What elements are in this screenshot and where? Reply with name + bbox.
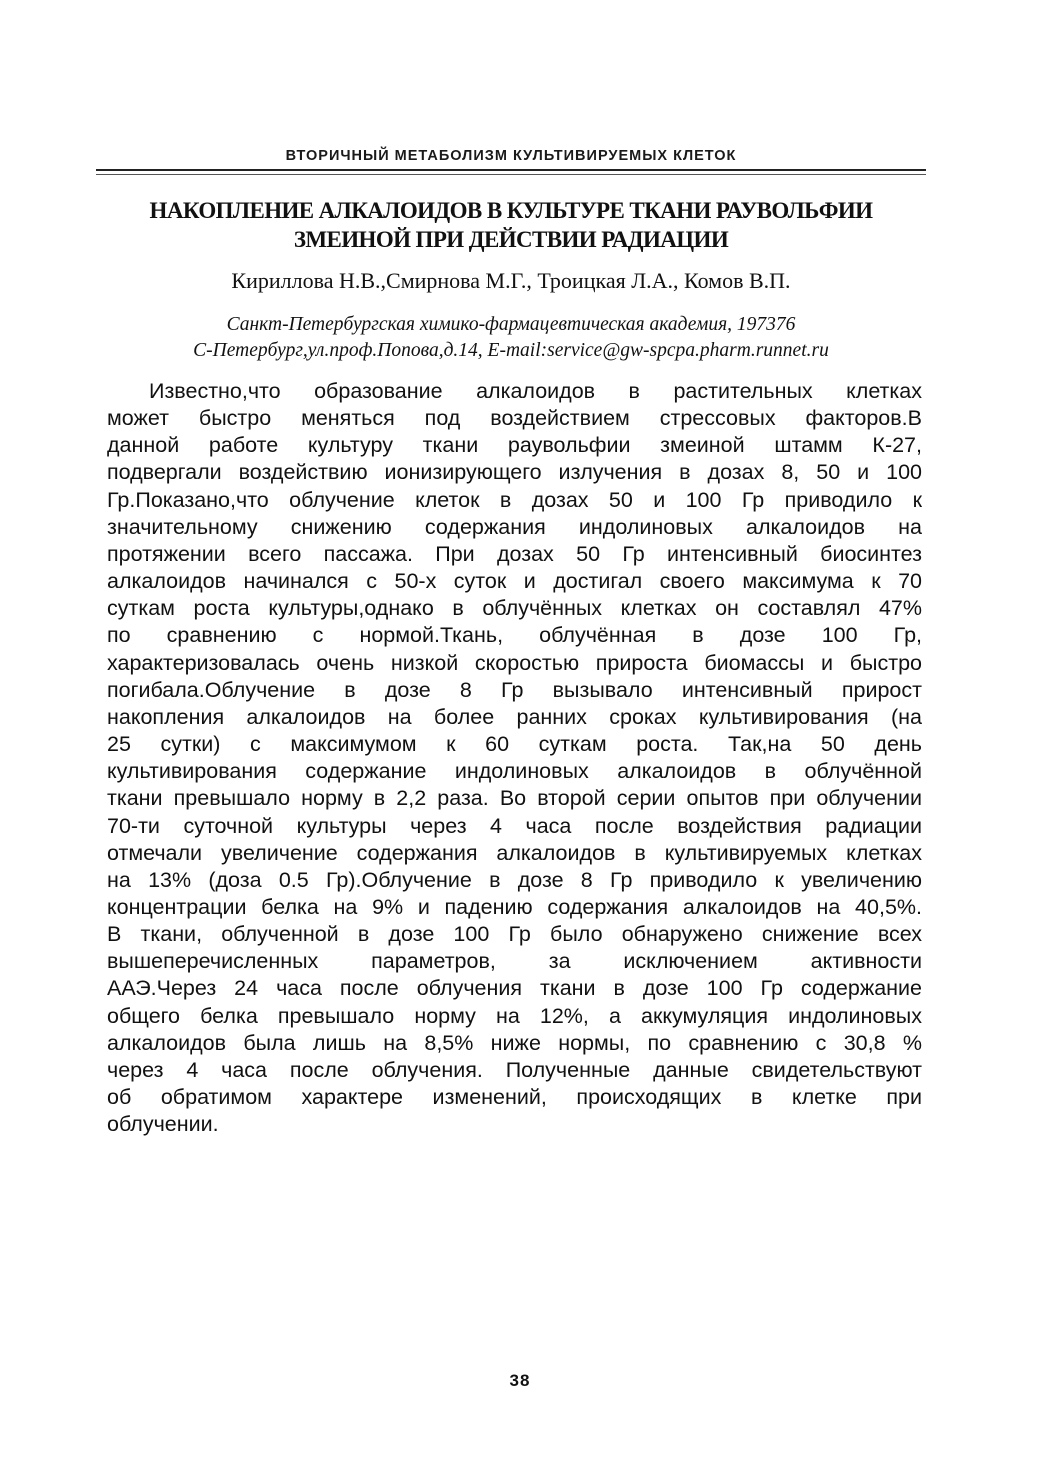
authors: Кириллова Н.В.,Смирнова М.Г., Троицкая Л.А., Комов В.П.	[231, 268, 791, 293]
abstract-body	[107, 378, 922, 1138]
abstract-line: на 13% (доза 0.5 Гр).Облучение в дозе 8 Гр приводило к увеличению	[107, 867, 922, 892]
abstract-line: отмечали увеличение содержания алкалоидов в культивируемых клетках	[107, 840, 922, 865]
abstract-line: протяжении всего пассажа. При дозах 50 Гр интенсивный биосинтез	[107, 541, 922, 566]
abstract-line: значительному снижению содержания индолиновых алкалоидов на	[107, 514, 922, 539]
abstract-line: может быстро меняться под воздействием стрессовых факторов.В	[107, 406, 922, 431]
header-rule	[96, 169, 926, 171]
abstract-line: алкалоидов была лишь на 8,5% ниже нормы, по сравнению с 30,8 %	[107, 1030, 922, 1055]
abstract-line: 70-ти суточной культуры через 4 часа после воздействия радиации	[107, 813, 922, 838]
abstract-line: через 4 часа после облучения. Полученные данные свидетельствуют	[107, 1057, 922, 1082]
article-title	[96, 196, 926, 254]
abstract-line: Известно,что образование алкалоидов в растительных клетках	[149, 379, 922, 403]
affiliation	[96, 312, 926, 364]
title-line-1: НАКОПЛЕНИЕ АЛКАЛОИДОВ В КУЛЬТУРЕ ТКАНИ РАУВОЛЬФИИ	[149, 198, 873, 223]
abstract-line: накопления алкалоидов на более ранних сроках культивирования (на	[107, 704, 922, 729]
abstract-line: об обратимом характере изменений, происходящих в клетке при	[107, 1085, 922, 1110]
abstract-line: ААЭ.Через 24 часа после облучения ткани в дозе 100 Гр содержание	[107, 976, 922, 1001]
abstract-line: общего белка превышало норму на 12%, а аккумуляция индолиновых	[107, 1003, 922, 1028]
abstract-line: по сравнению с нормой.Ткань, облучённая в дозе 100 Гр,	[107, 623, 922, 648]
abstract-line: погибала.Облучение в дозе 8 Гр вызывало интенсивный прирост	[107, 677, 922, 702]
affiliation-line-2: С-Петербург,ул.проф.Попова,д.14, E-mail:service@gw-spcpa.pharm.runnet.ru	[193, 340, 829, 361]
abstract-line: концентрации белка на 9% и падению содержания алкалоидов на 40,5%.	[107, 894, 922, 919]
title-line-2: ЗМЕИНОЙ ПРИ ДЕЙСТВИИ РАДИАЦИИ	[293, 227, 729, 252]
header-rule-thin	[96, 174, 926, 175]
abstract-line: данной работе культуру ткани раувольфии змеиной штамм К-27,	[107, 433, 922, 458]
abstract-line: вышеперечисленных параметров, за исключением активности	[107, 949, 922, 974]
page-number: 38	[509, 1371, 531, 1390]
abstract-line: Гр.Показано,что облучение клеток в дозах 50 и 100 Гр приводило к	[107, 487, 922, 512]
abstract-line: алкалоидов начинался с 50-х суток и достигал своего максимума к 70	[107, 569, 922, 594]
running-head: ВТОРИЧНЫЙ МЕТАБОЛИЗМ КУЛЬТИВИРУЕМЫХ КЛЕТОК	[285, 148, 737, 164]
abstract-line: суткам роста культуры,однако в облучённых клетках он составлял 47%	[107, 596, 922, 621]
abstract-line: подвергали воздействию ионизирующего излучения в дозах 8, 50 и 100	[107, 460, 922, 485]
abstract-line: 25 сутки) с максимумом к 60 суткам роста. Так,на 50 день	[107, 732, 922, 757]
abstract-line: В ткани, облученной в дозе 100 Гр было обнаружено снижение всех	[107, 922, 922, 947]
affiliation-line-1: Санкт-Петербургская химико-фармацевтическая академия, 197376	[226, 314, 796, 335]
abstract-line: культивирования содержание индолиновых алкалоидов в облучённой	[107, 759, 922, 784]
abstract-line: характеризовалась очень низкой скоростью прироста биомассы и быстро	[107, 650, 922, 675]
abstract-line: облучении.	[107, 1112, 219, 1137]
abstract-line: ткани превышало норму в 2,2 раза. Во второй серии опытов при облучении	[107, 786, 922, 811]
